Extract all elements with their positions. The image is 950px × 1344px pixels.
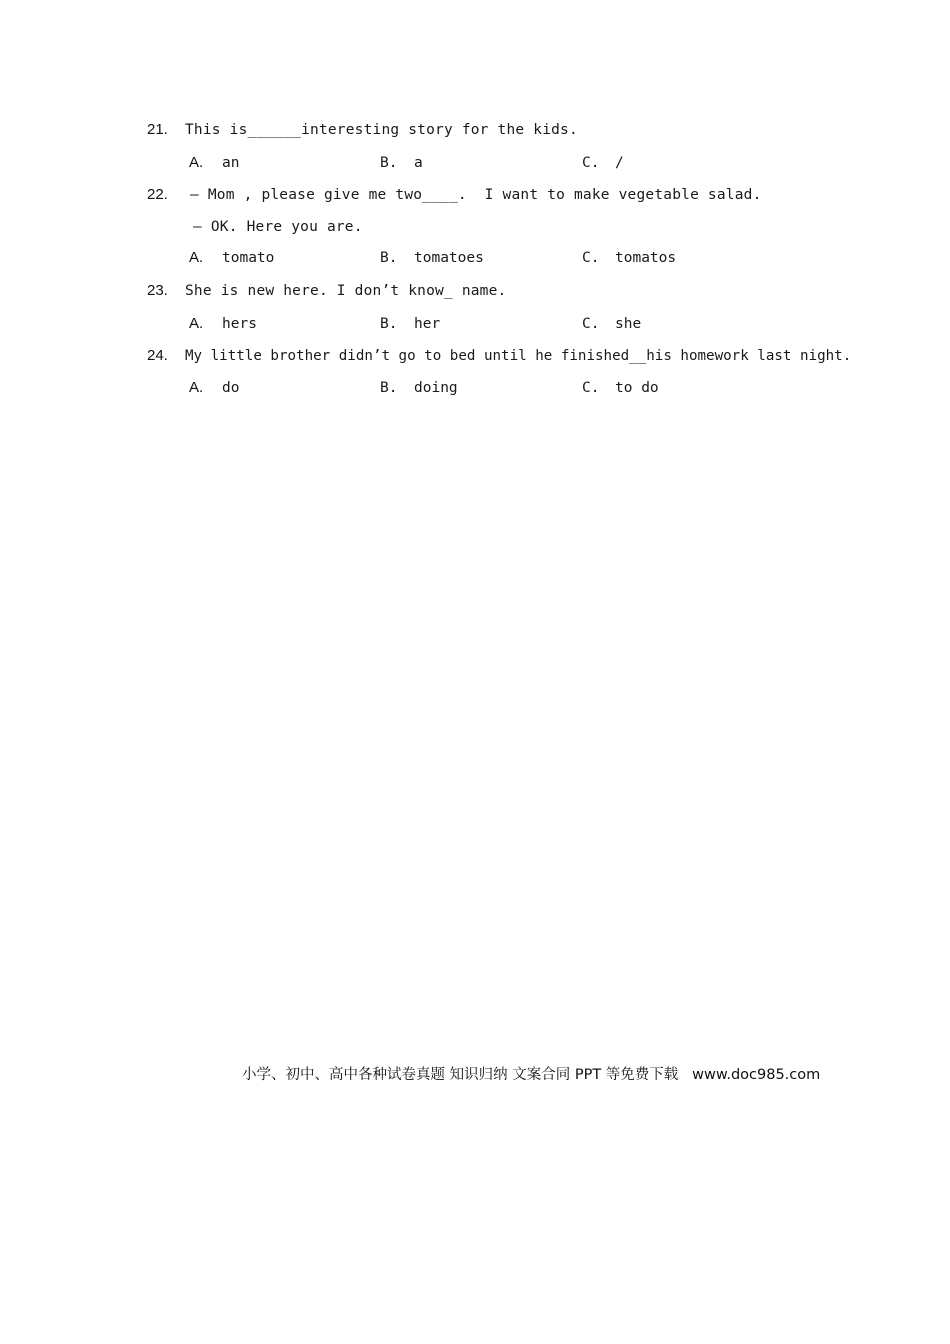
question-number: 24. xyxy=(147,347,168,364)
question-stem-reply: – OK. Here you are. xyxy=(193,219,363,235)
option-letter: C. xyxy=(582,155,600,171)
page-footer: 小学、初中、高中各种试卷真题 知识归纳 文案合同 PPT 等免费下载 www.doc985.com xyxy=(242,1067,821,1083)
question-stem: She is new here. I don’t know_ name. xyxy=(185,283,507,299)
option-text: do xyxy=(222,380,240,396)
option-text: she xyxy=(615,316,642,332)
option-letter: B. xyxy=(380,250,398,266)
question-number: 23. xyxy=(147,282,168,299)
option-letter: B. xyxy=(380,316,398,332)
option-letter: A. xyxy=(189,315,204,332)
option-text: tomatos xyxy=(615,250,677,266)
option-letter: B. xyxy=(380,380,398,396)
question-stem: – Mom , please give me two____. I want to make vegetable salad. xyxy=(190,187,762,203)
option-text: / xyxy=(615,155,624,171)
option-text: an xyxy=(222,155,240,171)
question-stem: This is______interesting story for the kids. xyxy=(185,122,578,138)
question-number: 21. xyxy=(147,121,168,138)
option-letter: B. xyxy=(380,155,398,171)
option-letter: A. xyxy=(189,379,204,396)
question-number: 22. xyxy=(147,186,168,203)
option-letter: A. xyxy=(189,249,204,266)
option-letter: C. xyxy=(582,316,600,332)
option-text: her xyxy=(414,316,441,332)
option-letter: C. xyxy=(582,380,600,396)
option-text: hers xyxy=(222,316,257,332)
option-letter: C. xyxy=(582,250,600,266)
option-text: a xyxy=(414,155,423,171)
option-text: doing xyxy=(414,380,458,396)
option-text: to do xyxy=(615,380,659,396)
option-text: tomato xyxy=(222,250,275,266)
option-text: tomatoes xyxy=(414,250,484,266)
option-letter: A. xyxy=(189,154,204,171)
question-stem: My little brother didn’t go to bed until he finished__his homework last night. xyxy=(185,348,852,364)
